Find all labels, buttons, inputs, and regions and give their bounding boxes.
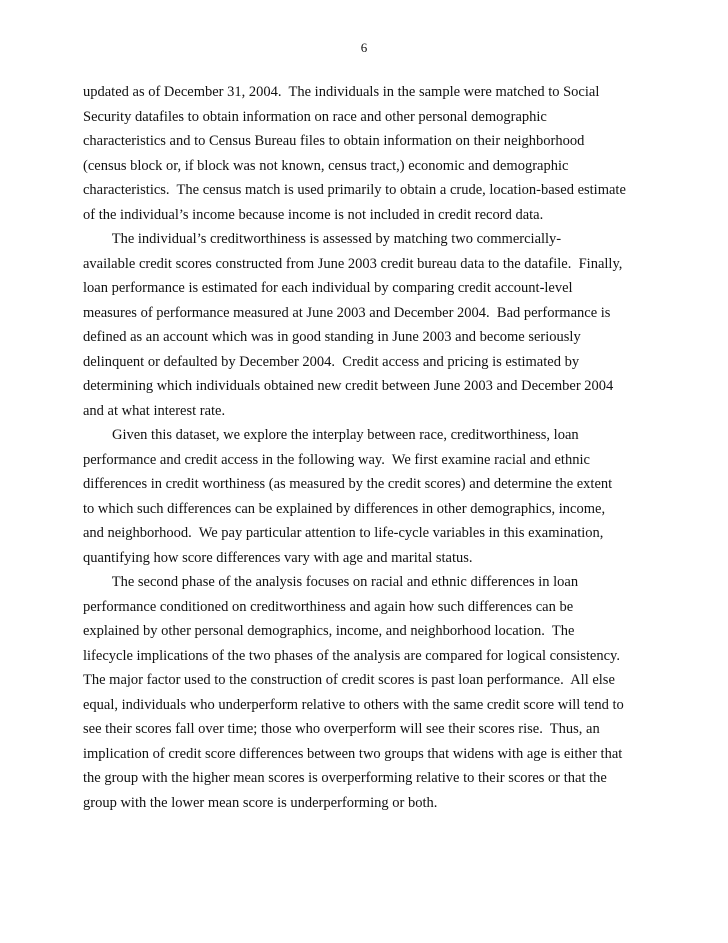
page-number: 6: [360, 40, 368, 55]
text-line: determining which individuals obtained new credit between June 2003 and December 2004: [83, 378, 614, 394]
text-line: The second phase of the analysis focuses on racial and ethnic differences in loan: [83, 574, 579, 590]
text-line: updated as of December 31, 2004. The individuals in the sample were matched to Social: [83, 84, 600, 100]
text-line: equal, individuals who underperform relative to others with the same credit score will tend to: [83, 696, 624, 713]
text-line: of the individual’s income because income is not included in credit record data.: [83, 206, 544, 223]
text-line: see their scores fall over time; those who overperform will see their scores rise. Thus, an: [83, 721, 600, 737]
text-line: available credit scores constructed from June 2003 credit bureau data to the datafile. Finally,: [83, 255, 623, 272]
text-line: Security datafiles to obtain information on race and other personal demographic: [83, 108, 547, 125]
text-line: lifecycle implications of the two phases of the analysis are compared for logical consistency.: [83, 647, 620, 664]
text-line: implication of credit score differences between two groups that widens with age is either that: [83, 745, 623, 762]
text-line: quantifying how score differences vary with age and marital status.: [83, 549, 473, 566]
text-line: The individual’s creditworthiness is assessed by matching two commercially-: [83, 231, 562, 247]
text-line: characteristics and to Census Bureau files to obtain information on their neighborhood: [83, 133, 585, 149]
text-line: delinquent or defaulted by December 2004. Credit access and pricing is estimated by: [83, 353, 580, 370]
text-line: performance conditioned on creditworthiness and again how such differences can be: [83, 598, 574, 615]
text-line: (census block or, if block was not known, census tract,) economic and demographic: [83, 157, 569, 174]
text-line: Given this dataset, we explore the interplay between race, creditworthiness, loan: [83, 427, 579, 443]
text-line: group with the lower mean score is underperforming or both.: [83, 794, 438, 811]
text-line: differences in credit worthiness (as measured by the credit scores) and determine the extent: [83, 476, 613, 492]
text-line: performance and credit access in the following way. We first examine racial and ethnic: [83, 451, 590, 468]
text-line: and at what interest rate.: [83, 402, 226, 419]
text-line: the group with the higher mean scores is overperforming relative to their scores or that the: [83, 770, 607, 786]
text-line: measures of performance measured at June 2003 and December 2004. Bad performance is: [83, 304, 611, 321]
text-line: defined as an account which was in good standing in June 2003 and become seriously: [83, 329, 581, 345]
text-line: to which such differences can be explained by differences in other demographics, income,: [83, 500, 606, 517]
text-line: characteristics. The census match is used primarily to obtain a crude, location-based estimate: [83, 182, 626, 198]
body-text: [83, 84, 633, 819]
text-line: loan performance is estimated for each individual by comparing credit account-level: [83, 280, 573, 296]
text-line: explained by other personal demographics, income, and neighborhood location. The: [83, 623, 575, 639]
text-line: and neighborhood. We pay particular attention to life-cycle variables in this examination,: [83, 525, 604, 541]
text-line: The major factor used to the construction of credit scores is past loan performance. All else: [83, 672, 615, 688]
